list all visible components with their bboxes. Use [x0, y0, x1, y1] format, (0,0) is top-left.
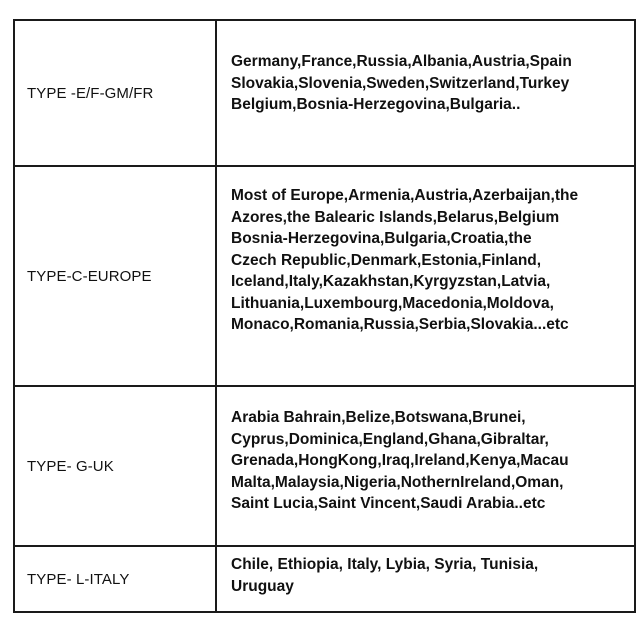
country-list-line: Cyprus,Dominica,England,Ghana,Gibraltar, — [231, 430, 549, 448]
country-list-line: Iceland,Italy,Kazakhstan,Kyrgyzstan,Latvia, — [231, 273, 551, 290]
table-row — [14, 546, 635, 612]
country-list-line: Uruguay — [231, 577, 294, 595]
country-list — [216, 546, 635, 612]
table-row — [14, 20, 635, 166]
country-list-line: Malta,Malaysia,Nigeria,NothernIreland,Oman, — [231, 473, 564, 491]
plug-type-table — [13, 19, 636, 613]
country-list-line: Lithuania,Luxembourg,Macedonia,Moldova, — [231, 294, 554, 312]
country-list-line: Germany,France,Russia,Albania,Austria,Spain — [231, 53, 572, 70]
plug-type-label: TYPE-C-EUROPE — [14, 166, 216, 386]
country-list — [216, 20, 635, 166]
country-list-line: Belgium,Bosnia-Herzegovina,Bulgaria.. — [231, 96, 521, 113]
table-row — [14, 386, 635, 546]
country-list-line: Saint Lucia,Saint Vincent,Saudi Arabia..etc — [231, 495, 546, 512]
country-list-line: Czech Republic,Denmark,Estonia,Finland, — [231, 251, 542, 269]
country-list-line: Slovakia,Slovenia,Sweden,Switzerland,Turkey — [231, 74, 570, 92]
country-list-line: Chile, Ethiopia, Italy, Lybia, Syria, Tunisia, — [231, 556, 539, 573]
plug-type-label: TYPE -E/F-GM/FR — [14, 20, 216, 166]
country-list — [216, 166, 635, 386]
country-list-line: Grenada,HongKong,Iraq,Ireland,Kenya,Macau — [231, 452, 569, 469]
table-row — [14, 166, 635, 386]
plug-type-label: TYPE- G-UK — [14, 386, 216, 546]
country-list-line: Most of Europe,Armenia,Austria,Azerbaijan,the — [231, 187, 579, 204]
plug-type-label: TYPE- L-ITALY — [14, 546, 216, 612]
country-list — [216, 386, 635, 546]
country-list-line: Monaco,Romania,Russia,Serbia,Slovakia...etc — [231, 316, 569, 333]
country-list-line: Arabia Bahrain,Belize,Botswana,Brunei, — [231, 409, 526, 426]
country-list-line: Azores,the Balearic Islands,Belarus,Belgium — [231, 208, 560, 226]
country-list-line: Bosnia-Herzegovina,Bulgaria,Croatia,the — [231, 230, 532, 247]
